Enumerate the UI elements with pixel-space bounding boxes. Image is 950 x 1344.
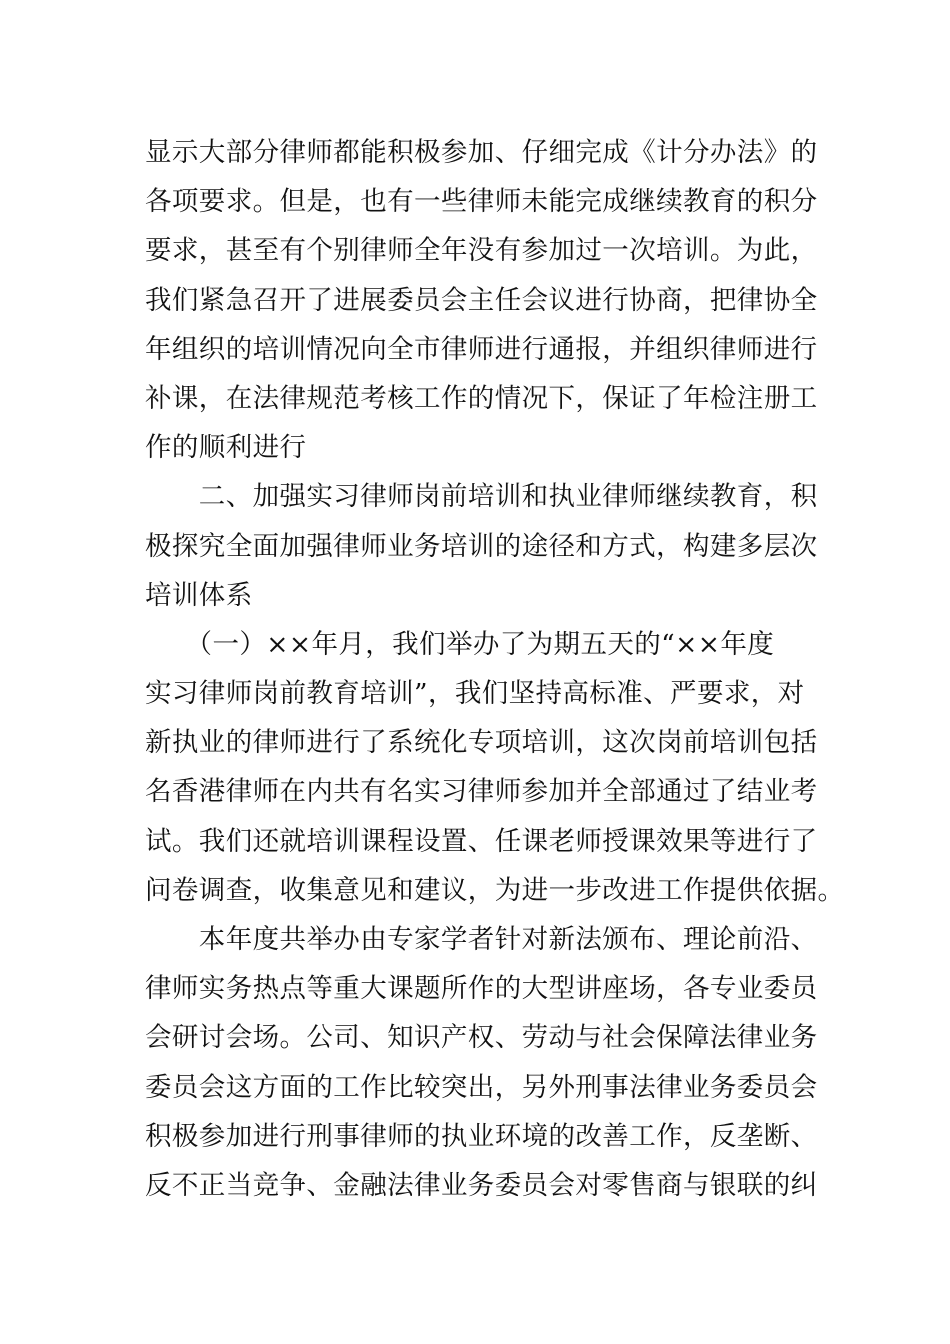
text-line: 反不正当竞争、金融法律业务委员会对零售商与银联的纠 — [145, 1169, 818, 1201]
text-line: 律师实务热点等重大课题所作的大型讲座场，各专业委员 — [145, 973, 818, 1005]
paragraph-2-heading — [145, 472, 818, 620]
text-line: 问卷调查，收集意见和建议，为进一步改进工作提供依据。 — [145, 874, 845, 906]
text-line: 本年度共举办由专家学者针对新法颁布、理论前沿、 — [145, 924, 818, 955]
text-line: 积极参加进行刑事律师的执业环境的改善工作，反垄断、 — [145, 1120, 818, 1152]
text-line: 委员会这方面的工作比较突出，另外刑事法律业务委员会 — [145, 1071, 818, 1103]
text-line: 新执业的律师进行了系统化专项培训，这次岗前培训包括 — [145, 727, 818, 759]
paragraph-1 — [145, 128, 818, 472]
text-line: 要求，甚至有个别律师全年没有参加过一次培训。为此， — [145, 235, 818, 267]
text-line: （一）××年月，我们举办了为期五天的“××年度 — [145, 628, 775, 660]
text-line: 二、加强实习律师岗前培训和执业律师继续教育，积 — [145, 481, 818, 513]
text-line: 试。我们还就培训课程设置、任课老师授课效果等进行了 — [145, 825, 818, 857]
text-line: 年组织的培训情况向全市律师进行通报，并组织律师进行 — [145, 333, 818, 365]
paragraph-4 — [145, 915, 818, 1210]
text-line: 作的顺利进行 — [145, 432, 307, 464]
text-line: 极探究全面加强律师业务培训的途径和方式，构建多层次 — [145, 530, 818, 562]
text-line: 培训体系 — [145, 579, 253, 611]
text-line: 显示大部分律师都能积极参加、仔细完成《计分办法》的 — [145, 137, 818, 168]
text-line: 实习律师岗前教育培训”，我们坚持高标准、严要求，对 — [145, 678, 805, 710]
text-line: 会研讨会场。公司、知识产权、劳动与社会保障法律业务 — [145, 1022, 818, 1054]
text-line: 补课，在法律规范考核工作的情况下，保证了年检注册工 — [145, 382, 818, 414]
text-line: 各项要求。但是，也有一些律师未能完成继续教育的积分 — [145, 186, 818, 218]
text-line: 我们紧急召开了进展委员会主任会议进行协商，把律协全 — [145, 284, 818, 316]
paragraph-3 — [145, 620, 845, 915]
text-line: 名香港律师在内共有名实习律师参加并全部通过了结业考 — [145, 776, 818, 808]
document-body — [145, 128, 845, 1210]
